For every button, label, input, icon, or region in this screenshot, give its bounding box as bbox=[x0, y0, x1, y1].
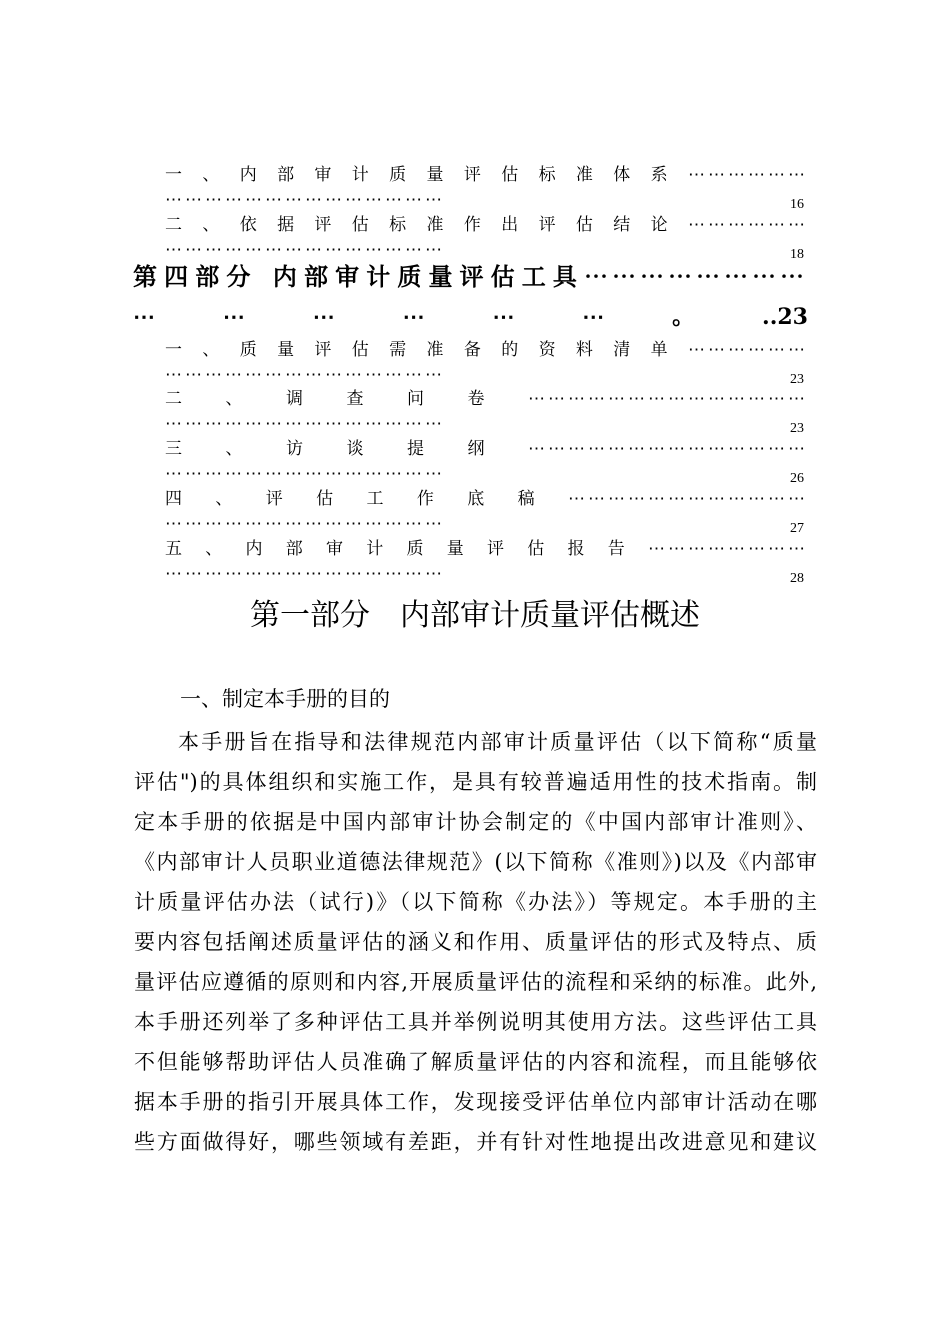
toc-main-page-number: ..23 bbox=[762, 304, 808, 330]
toc-leader-dots: ⋯⋯⋯⋯⋯⋯⋯⋯⋯⋯⋯⋯⋯⋯ bbox=[165, 190, 445, 210]
body-line: 本手册还列举了多种评估工具并举例说明其使用方法。这些评估工具 bbox=[134, 1010, 817, 1034]
toc-leader-dots: ⋯⋯⋯⋯⋯⋯⋯⋯⋯⋯⋯⋯ bbox=[568, 489, 808, 509]
body-line: 计质量评估办法（试行)》（以下简称《办法》）等规定。本手册的主 bbox=[134, 890, 817, 914]
body-line: 《内部审计人员职业道德法律规范》(以下简称《准则》)以及《内部审 bbox=[134, 850, 817, 874]
body-line: 评估")的具体组织和实施工作，是具有较普遍适用性的技术指南。制 bbox=[134, 770, 817, 794]
body-line: 定本手册的依据是中国内部审计协会制定的《中国内部审计准则》、 bbox=[134, 810, 817, 834]
body-line: 本手册旨在指导和法律规范内部审计质量评估（以下简称“质量 bbox=[178, 730, 817, 754]
toc-leader-dots: ⋯⋯⋯⋯⋯⋯⋯⋯⋯⋯⋯⋯⋯⋯ bbox=[165, 365, 445, 385]
toc-entry-title: 五、内部审计质量评估报告 bbox=[165, 539, 648, 559]
toc-leader-dots: ⋯⋯⋯⋯⋯⋯⋯⋯⋯⋯⋯⋯⋯⋯ bbox=[528, 439, 808, 459]
toc-leader-dots: ⋯⋯⋯⋯⋯⋯⋯⋯⋯⋯⋯⋯⋯⋯ bbox=[165, 464, 445, 484]
toc-leader-dot: ⋯ bbox=[312, 304, 335, 330]
toc-entry-title: 一、内部审计质量评估标准体系 bbox=[165, 165, 688, 185]
toc-leader-dot: ⋯ bbox=[402, 304, 425, 330]
toc-entry[interactable] bbox=[165, 437, 808, 487]
section-heading: 一、制定本手册的目的 bbox=[180, 687, 390, 711]
toc-leader-dots: ⋯⋯⋯⋯⋯⋯ bbox=[688, 215, 808, 235]
toc-leader-dots: ⋯⋯⋯⋯⋯⋯⋯⋯ bbox=[648, 539, 808, 559]
toc-leader-dots: ⋯⋯⋯⋯⋯⋯⋯⋯⋯⋯⋯⋯⋯⋯ bbox=[165, 414, 445, 434]
body-paragraph bbox=[134, 722, 817, 1162]
toc-leader-dot: ⋯ bbox=[133, 304, 155, 330]
toc-page-number: 26 bbox=[790, 471, 804, 486]
toc-leader-dot: ⋯ bbox=[222, 304, 245, 330]
toc-entry[interactable] bbox=[165, 487, 808, 537]
toc-leader-dots: ⋯⋯⋯⋯⋯⋯⋯⋯ bbox=[584, 262, 808, 291]
toc-page-number: 16 bbox=[790, 197, 804, 212]
body-line: 些方面做得好，哪些领域有差距，并有针对性地提出改进意见和建议 bbox=[134, 1130, 817, 1154]
toc-main-title: 第四部分 内部审计质量评估工具 bbox=[133, 262, 584, 291]
toc-period: 。 bbox=[672, 304, 695, 330]
toc-leader-dots: ⋯⋯⋯⋯⋯⋯⋯⋯⋯⋯⋯⋯⋯⋯ bbox=[165, 564, 445, 584]
toc-entry[interactable] bbox=[165, 163, 808, 213]
toc-leader-dots: ⋯⋯⋯⋯⋯⋯⋯⋯⋯⋯⋯⋯⋯⋯ bbox=[528, 389, 808, 409]
body-line: 不但能够帮助评估人员准确了解质量评估的内容和流程，而且能够依 bbox=[134, 1050, 817, 1074]
toc-main-line2 bbox=[133, 297, 808, 337]
body-line: 量评估应遵循的原则和内容,开展质量评估的流程和采纳的标准。此外, bbox=[134, 970, 817, 994]
toc-entry-title: 四、评估工作底稿 bbox=[165, 489, 568, 509]
toc-entry-title: 一、质量评估需准备的资料清单 bbox=[165, 340, 688, 360]
toc-entry[interactable] bbox=[165, 387, 808, 437]
part-title: 第一部分 内部审计质量评估概述 bbox=[250, 598, 700, 633]
toc-entry[interactable] bbox=[165, 213, 808, 263]
body-line: 要内容包括阐述质量评估的涵义和作用、质量评估的形式及特点、质 bbox=[134, 930, 817, 954]
toc-page-number: 23 bbox=[790, 421, 804, 436]
toc-entry-title: 二、调查问卷 bbox=[165, 389, 528, 409]
toc-leader-dots: ⋯⋯⋯⋯⋯⋯⋯⋯⋯⋯⋯⋯⋯⋯ bbox=[165, 514, 445, 534]
toc-entry[interactable] bbox=[165, 537, 808, 587]
toc-page-number: 23 bbox=[790, 372, 804, 387]
toc-page-number: 28 bbox=[790, 571, 804, 586]
toc-page-number: 18 bbox=[790, 247, 804, 262]
toc-entry-title: 二、依据评估标准作出评估结论 bbox=[165, 215, 688, 235]
toc-main-entry[interactable] bbox=[133, 257, 808, 337]
toc-leader-dot: ⋯ bbox=[582, 304, 605, 330]
toc-leader-dots: ⋯⋯⋯⋯⋯⋯ bbox=[688, 340, 808, 360]
toc-entry[interactable] bbox=[165, 338, 808, 388]
toc-page-number: 27 bbox=[790, 521, 804, 536]
toc-entry-title: 三、访谈提纲 bbox=[165, 439, 528, 459]
toc-leader-dot: ⋯ bbox=[492, 304, 515, 330]
toc-leader-dots: ⋯⋯⋯⋯⋯⋯⋯⋯⋯⋯⋯⋯⋯⋯ bbox=[165, 240, 445, 260]
body-line: 据本手册的指引开展具体工作，发现接受评估单位内部审计活动在哪 bbox=[134, 1090, 817, 1114]
toc-leader-dots: ⋯⋯⋯⋯⋯⋯ bbox=[688, 165, 808, 185]
